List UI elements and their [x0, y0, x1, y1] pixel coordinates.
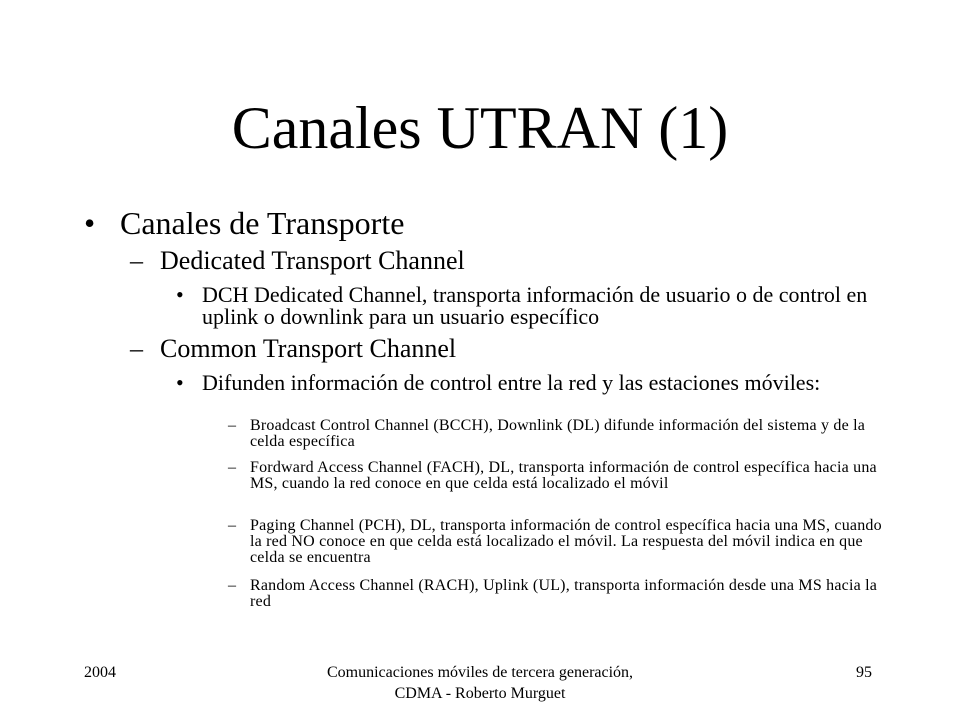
list-item-text: Difunden información de control entre la red y las estaciones móviles: — [202, 370, 821, 395]
dash-icon: – — [228, 459, 237, 476]
bullet-icon: • — [84, 205, 96, 241]
footer-year: 2004 — [84, 664, 116, 681]
dash-icon: – — [130, 246, 143, 275]
sub-item-fach — [228, 459, 884, 492]
bullet-icon: • — [176, 282, 184, 307]
level1-item — [84, 204, 405, 242]
section-heading-text: Dedicated Transport Channel — [160, 246, 465, 275]
sub-item-rach — [228, 577, 884, 610]
level1-text: Canales de Transporte — [120, 205, 405, 241]
footer-course: Comunicaciones móviles de tercera generación, CDMA - Roberto Murguet — [326, 664, 634, 702]
sub-item-text: Random Access Channel (RACH), Uplink (UL), transporta información desde una MS hacia la red — [250, 577, 878, 610]
dash-icon: – — [228, 577, 237, 594]
sub-item-text: Fordward Access Channel (FACH), DL, transporta información de control específica hacia una MS, cuando la red conoce en que celda está localizado el móvil — [250, 459, 877, 492]
dash-icon: – — [228, 517, 237, 534]
slide-title: Canales UTRAN (1) — [231, 95, 729, 161]
section-heading-text: Common Transport Channel — [160, 334, 457, 363]
sub-item-pch — [228, 517, 884, 566]
section-heading-dedicated — [130, 246, 465, 276]
list-item-dch — [176, 282, 874, 329]
dash-icon: – — [130, 334, 143, 363]
sub-item-bcch — [228, 417, 884, 450]
section-heading-common — [130, 334, 457, 364]
bullet-icon: • — [176, 370, 184, 395]
list-item-text: DCH Dedicated Channel, transporta información de usuario o de control en uplink o downlink para un usuario específico — [202, 282, 868, 329]
footer-page-number: 95 — [856, 664, 872, 681]
sub-item-text: Broadcast Control Channel (BCCH), Downlink (DL) difunde información del sistema y de la celda específica — [250, 417, 866, 450]
dash-icon: – — [228, 417, 237, 434]
sub-item-text: Paging Channel (PCH), DL, transporta información de control específica hacia una MS, cuando la red NO conoce en que celda está localizado el móvil. La respuesta del móvil indica en que celda se encuentra — [250, 517, 882, 566]
list-item-difunden — [176, 370, 874, 395]
